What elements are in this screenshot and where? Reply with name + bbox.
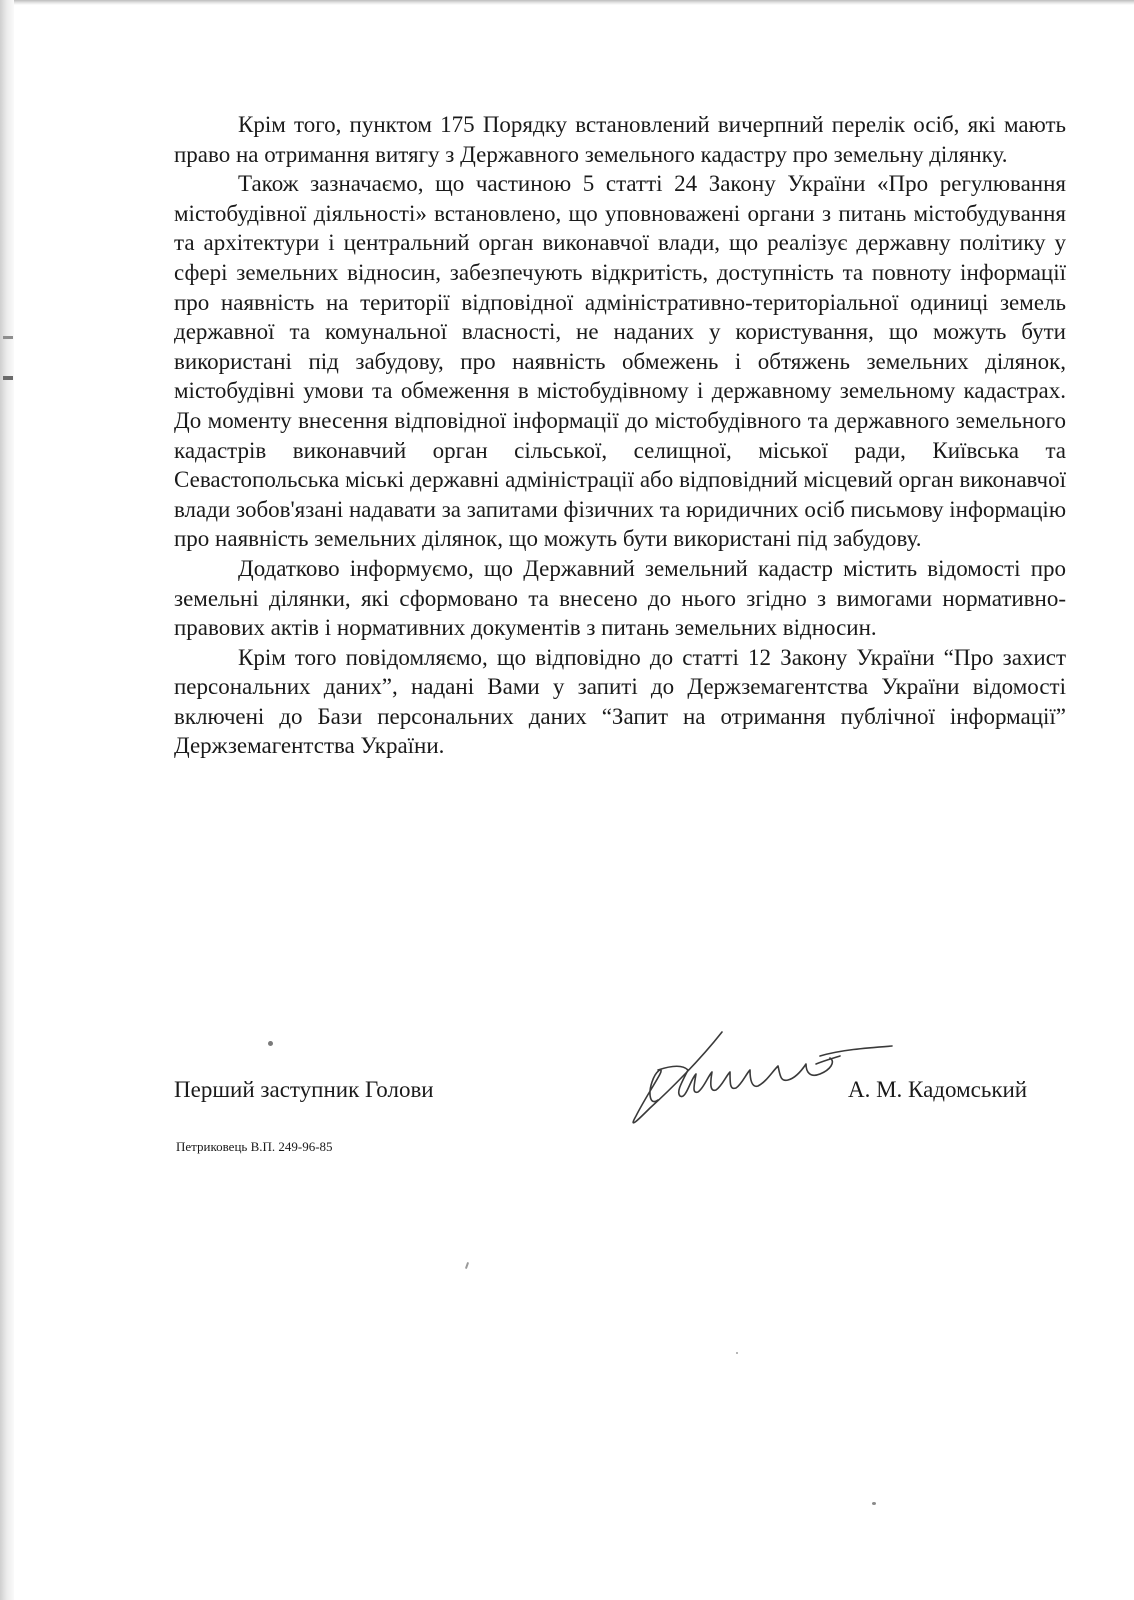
scan-speck (736, 1352, 738, 1354)
scan-left-edge (0, 0, 14, 1600)
scan-speck (465, 1262, 469, 1269)
signatory-title: Перший заступник Голови (174, 1077, 434, 1102)
paragraph: Крім того повідомляємо, що відповідно до статті 12 Закону України “Про захист персональних даних”, надані Вами у запиті до Держземагентства України відомості включені до Бази персональних даних “Запит на отримання публічної інформації” Держземагентства України. (174, 644, 1066, 759)
scan-mark (3, 336, 13, 339)
executor-note: Петриковець В.П. 249-96-85 (176, 1139, 333, 1154)
paragraph: Також зазначаємо, що частиною 5 статті 24 Закону України «Про регулювання містобудівної діяльності» встановлено, що уповноважені органи з питань містобудування та архітектури і центральний орган виконавчої влади, що реалізує державну політику у сфері земельних відносин, забезпечують відкритість, доступність та повноту інформації про наявність на території відповідної адміністративно-територіальної одиниці земель державної та комунальної власності, не наданих у користування, що можуть бути використані під забудову, про наявність обмежень і обтяжень земельних ділянок, містобудівні умови та обмеження в містобудівному і державному земельному кадастрах. До моменту внесення відповідної інформації до містобудівного та державного земельного кадастрів виконавчий орган сільської, селищної, міської ради, Київська та Севастопольська міські державні адміністрації або відповідний місцевий орган виконавчої влади зобов'язані надавати за запитами фізичних та юридичних осіб письмову інформацію про наявність земельних ділянок, що можуть бути використані під забудову. (174, 171, 1066, 552)
scan-top-edge (0, 0, 1134, 5)
scan-speck (268, 1041, 273, 1046)
paragraph: Крім того, пунктом 175 Порядку встановлений вичерпний перелік осіб, які мають право на отримання витягу з Державного земельного кадастру про земельну ділянку. (174, 112, 1066, 167)
scan-speck (872, 1502, 876, 1505)
paragraph: Додатково інформуємо, що Державний земельний кадастр містить відомості про земельні ділянки, які сформовано та внесено до нього згідно з вимогами нормативно-правових актів і нормативних документів з питань земельних відносин. (174, 555, 1066, 641)
letter-body (174, 110, 1066, 761)
signatory-name: А. М. Кадомський (848, 1077, 1028, 1102)
scan-mark (3, 376, 13, 380)
